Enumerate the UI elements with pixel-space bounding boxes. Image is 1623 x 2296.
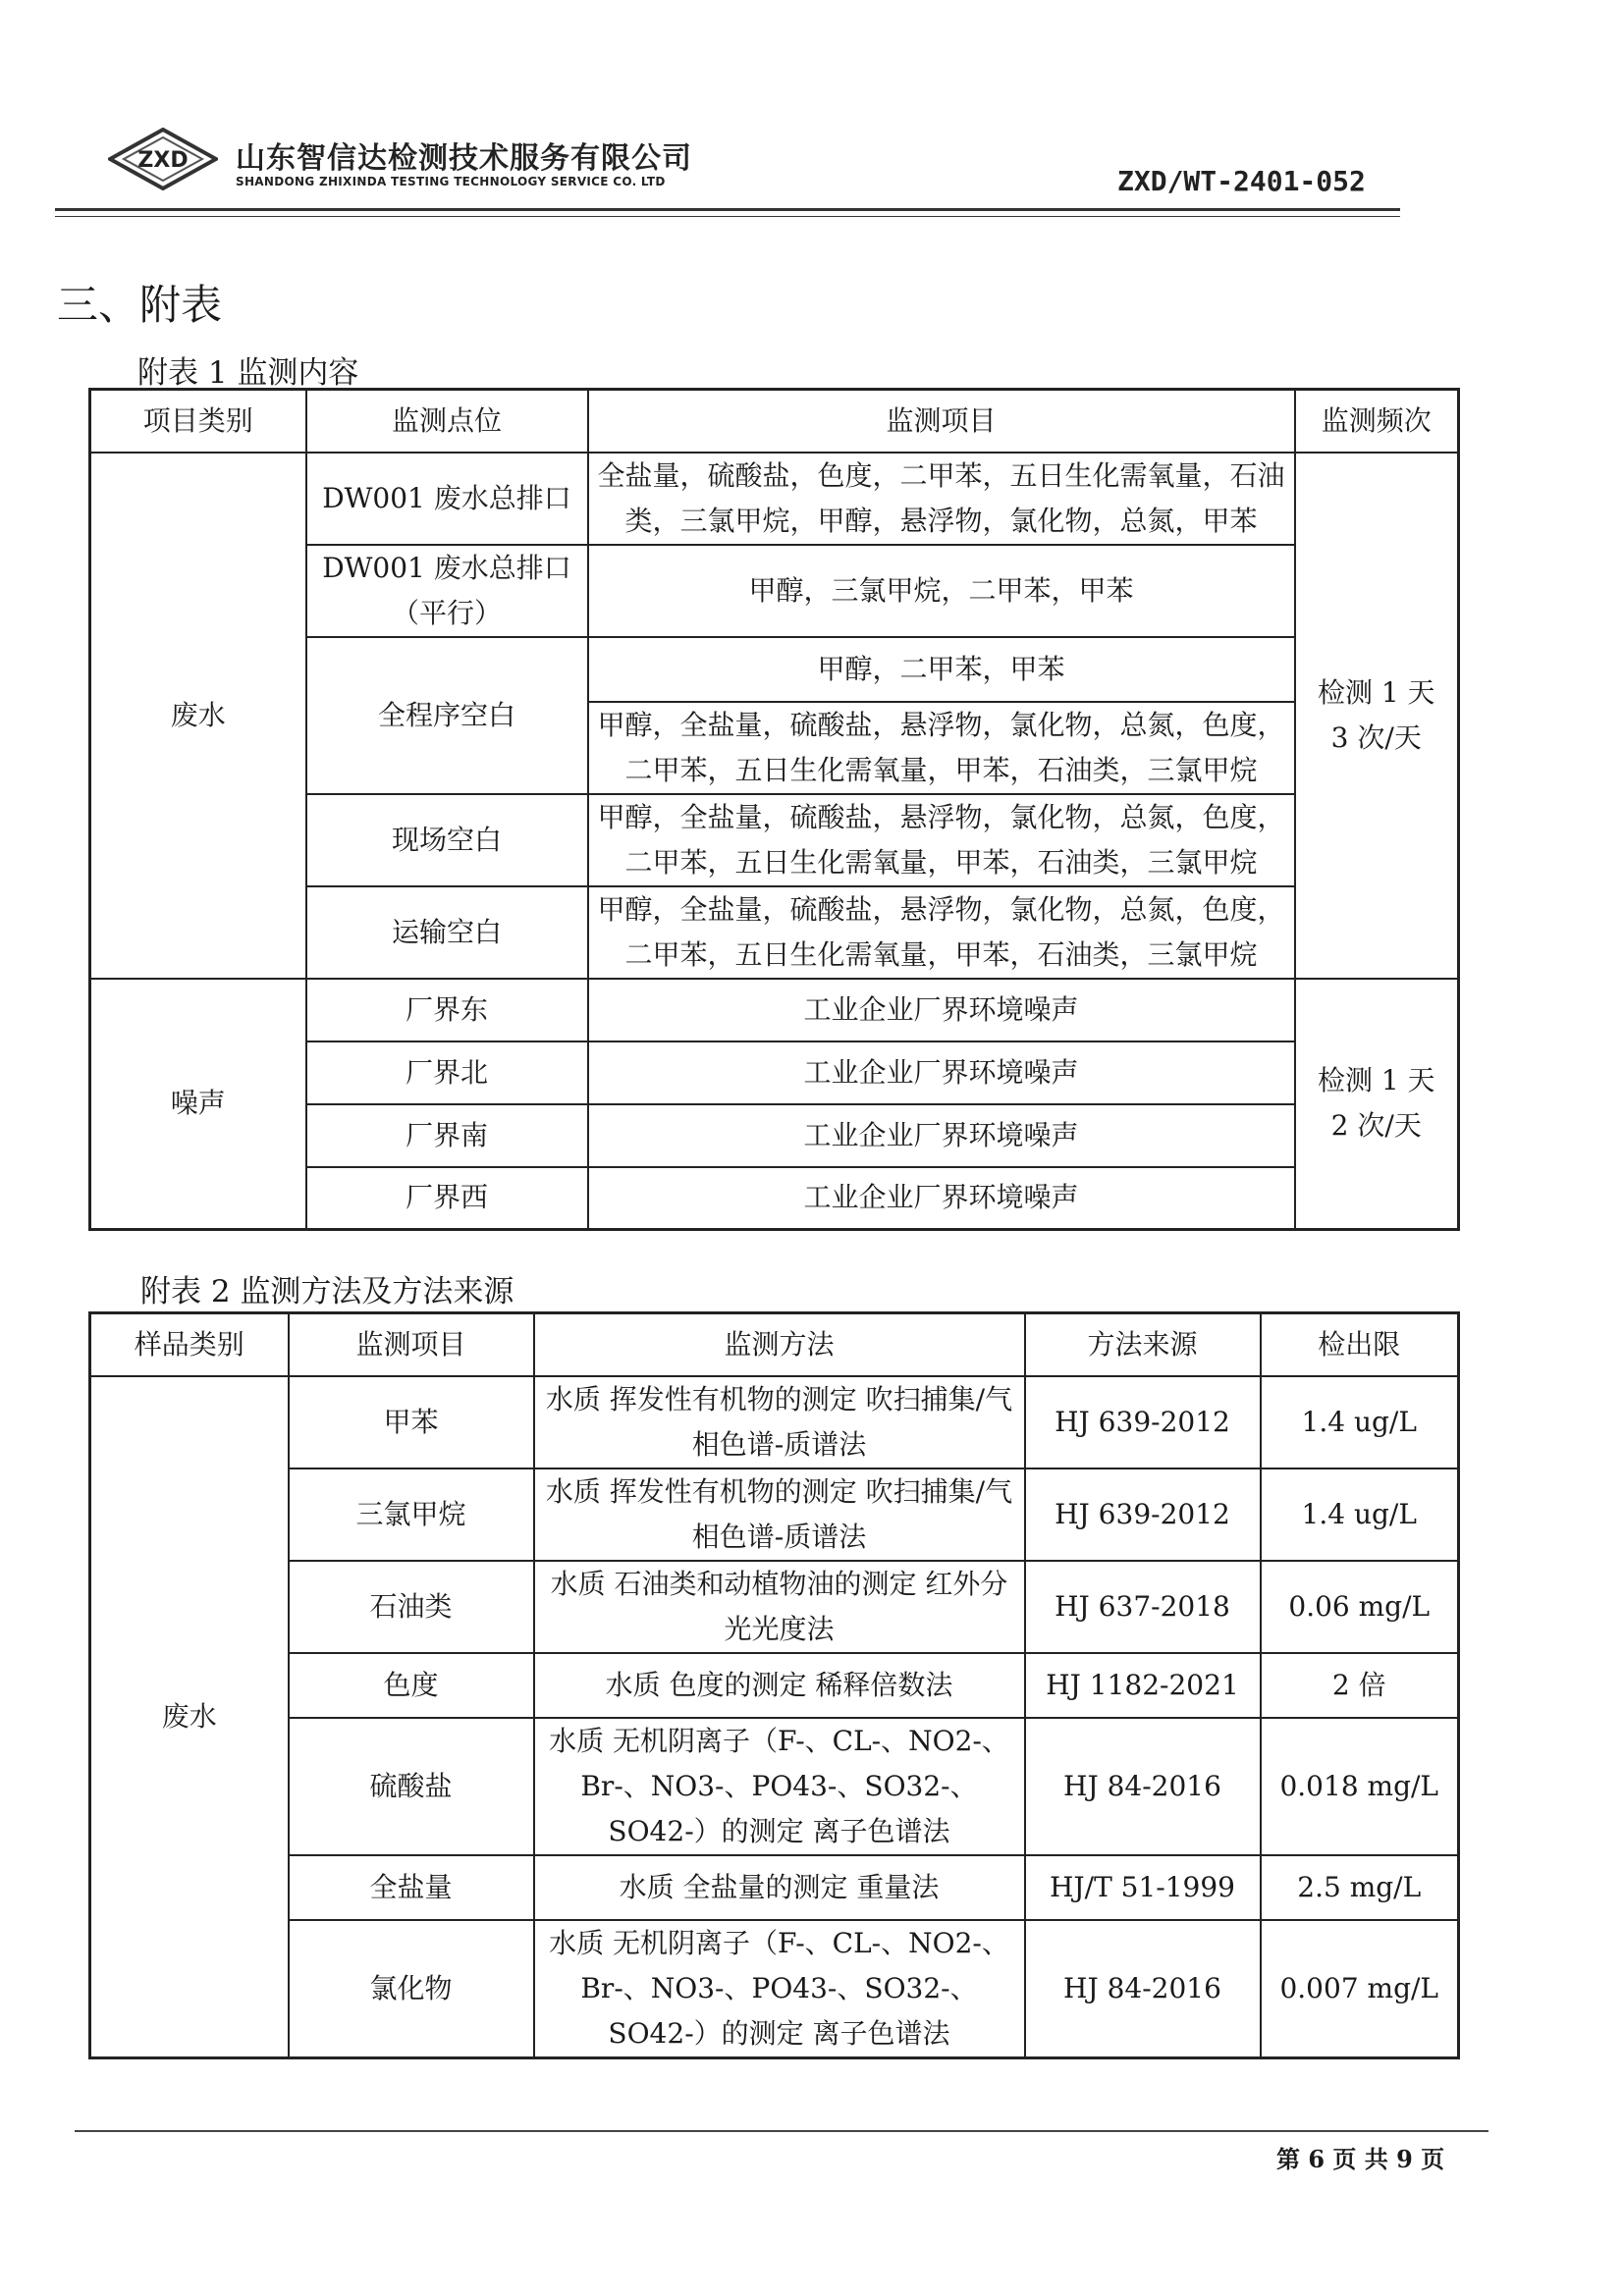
header-cell: 项目类别 [90, 390, 306, 453]
category-cell: 废水 [90, 453, 306, 979]
point-cell: 厂界东 [306, 979, 588, 1041]
header-cell: 监测频次 [1295, 390, 1459, 453]
method-cell: 水质 石油类和动植物油的测定 红外分光光度法 [534, 1561, 1025, 1653]
point-cell: DW001 废水总排口（平行） [306, 545, 588, 637]
point-cell: 厂界西 [306, 1167, 588, 1230]
items-cell: 甲醇，二甲苯，甲苯 [588, 637, 1295, 702]
header-cell: 监测方法 [534, 1313, 1025, 1376]
section-title: 三、附表 [57, 281, 223, 329]
page-number: 第 6 页 共 9 页 [1276, 2145, 1445, 2173]
table-row [90, 1718, 1459, 1855]
company-name-en: SHANDONG ZHIXINDA TESTING TECHNOLOGY SERVICE CO. LTD [236, 175, 666, 188]
source-cell: HJ 1182-2021 [1025, 1653, 1261, 1718]
items-cell: 工业企业厂界环境噪声 [588, 1167, 1295, 1230]
frequency-cell [1295, 979, 1459, 1230]
items-cell: 甲醇，三氯甲烷，二甲苯，甲苯 [588, 545, 1295, 637]
frequency-times: 2 次/天 [1330, 1109, 1422, 1143]
point-cell: 全程序空白 [306, 637, 588, 794]
item-cell: 三氯甲烷 [289, 1468, 534, 1561]
item-cell: 石油类 [289, 1561, 534, 1653]
items-cell: 工业企业厂界环境噪声 [588, 1041, 1295, 1104]
item-cell: 全盐量 [289, 1855, 534, 1920]
header-cell: 方法来源 [1025, 1313, 1261, 1376]
category-cell: 噪声 [90, 979, 306, 1230]
limit-cell: 1.4 ug/L [1261, 1376, 1459, 1468]
method-cell: 水质 挥发性有机物的测定 吹扫捕集/气相色谱-质谱法 [534, 1376, 1025, 1468]
source-cell: HJ 639-2012 [1025, 1468, 1261, 1561]
table-row [90, 1855, 1459, 1920]
limit-cell: 0.018 mg/L [1261, 1718, 1459, 1855]
table-row [90, 1653, 1459, 1718]
table1-caption: 附表 1 监测内容 [137, 355, 359, 391]
table-row [90, 1468, 1459, 1561]
header-rule-thin [55, 216, 1400, 217]
items-cell: 全盐量，硫酸盐，色度，二甲苯，五日生化需氧量，石油类，三氯甲烷，甲醇，悬浮物，氯化物，总氮，甲苯 [588, 453, 1295, 545]
header-cell: 监测项目 [289, 1313, 534, 1376]
point-cell: DW001 废水总排口 [306, 453, 588, 545]
point-cell: 厂界南 [306, 1104, 588, 1167]
header-cell: 监测项目 [588, 390, 1295, 453]
items-cell: 工业企业厂界环境噪声 [588, 1104, 1295, 1167]
limit-cell: 2.5 mg/L [1261, 1855, 1459, 1920]
source-cell: HJ 639-2012 [1025, 1376, 1261, 1468]
limit-cell: 0.06 mg/L [1261, 1561, 1459, 1653]
frequency-days: 检测 1 天 [1317, 675, 1435, 709]
point-cell: 厂界北 [306, 1041, 588, 1104]
source-cell: HJ/T 51-1999 [1025, 1855, 1261, 1920]
source-cell: HJ 84-2016 [1025, 1920, 1261, 2058]
item-cell: 甲苯 [289, 1376, 534, 1468]
report-number: ZXD/WT-2401-052 [1117, 165, 1366, 197]
source-cell: HJ 637-2018 [1025, 1561, 1261, 1653]
source-cell: HJ 84-2016 [1025, 1718, 1261, 1855]
company-logo [108, 128, 218, 190]
logo-text: ZXD [137, 148, 189, 173]
table-header-row [90, 390, 1459, 453]
header-rule [55, 208, 1400, 211]
table-header-row [90, 1313, 1459, 1376]
header-cell: 检出限 [1261, 1313, 1459, 1376]
items-cell: 甲醇，全盐量，硫酸盐，悬浮物，氯化物，总氮，色度，二甲苯，五日生化需氧量，甲苯，石油类，三氯甲烷 [588, 794, 1295, 886]
method-cell: 水质 色度的测定 稀释倍数法 [534, 1653, 1025, 1718]
table-row [90, 453, 1459, 545]
table-row [90, 1920, 1459, 2058]
monitoring-method-table [88, 1311, 1460, 2059]
item-cell: 氯化物 [289, 1920, 534, 2058]
method-cell: 水质 无机阴离子（F-、CL-、NO2-、Br-、NO3-、PO43-、SO32-、SO42-）的测定 离子色谱法 [534, 1718, 1025, 1855]
method-cell: 水质 无机阴离子（F-、CL-、NO2-、Br-、NO3-、PO43-、SO32-、SO42-）的测定 离子色谱法 [534, 1920, 1025, 2058]
items-cell: 甲醇，全盐量，硫酸盐，悬浮物，氯化物，总氮，色度，二甲苯，五日生化需氧量，甲苯，石油类，三氯甲烷 [588, 886, 1295, 979]
items-cell: 工业企业厂界环境噪声 [588, 979, 1295, 1041]
method-cell: 水质 挥发性有机物的测定 吹扫捕集/气相色谱-质谱法 [534, 1468, 1025, 1561]
frequency-cell [1295, 453, 1459, 979]
item-cell: 硫酸盐 [289, 1718, 534, 1855]
point-cell: 现场空白 [306, 794, 588, 886]
frequency-times: 3 次/天 [1330, 721, 1422, 754]
method-cell: 水质 全盐量的测定 重量法 [534, 1855, 1025, 1920]
item-cell: 色度 [289, 1653, 534, 1718]
footer-rule [75, 2130, 1488, 2132]
limit-cell: 2 倍 [1261, 1653, 1459, 1718]
header-cell: 样品类别 [90, 1313, 289, 1376]
sample-category-cell: 废水 [90, 1376, 289, 2058]
limit-cell: 0.007 mg/L [1261, 1920, 1459, 2058]
table-row [90, 979, 1459, 1041]
header-cell: 监测点位 [306, 390, 588, 453]
company-name-cn: 山东智信达检测技术服务有限公司 [236, 141, 692, 176]
point-cell: 运输空白 [306, 886, 588, 979]
table-row [90, 1376, 1459, 1468]
items-cell: 甲醇，全盐量，硫酸盐，悬浮物，氯化物，总氮，色度，二甲苯，五日生化需氧量，甲苯，石油类，三氯甲烷 [588, 702, 1295, 794]
limit-cell: 1.4 ug/L [1261, 1468, 1459, 1561]
frequency-days: 检测 1 天 [1317, 1064, 1435, 1097]
table2-caption: 附表 2 监测方法及方法来源 [140, 1274, 514, 1309]
table-row [90, 1561, 1459, 1653]
logo-mark-icon [108, 128, 218, 190]
monitoring-content-table [88, 388, 1460, 1231]
